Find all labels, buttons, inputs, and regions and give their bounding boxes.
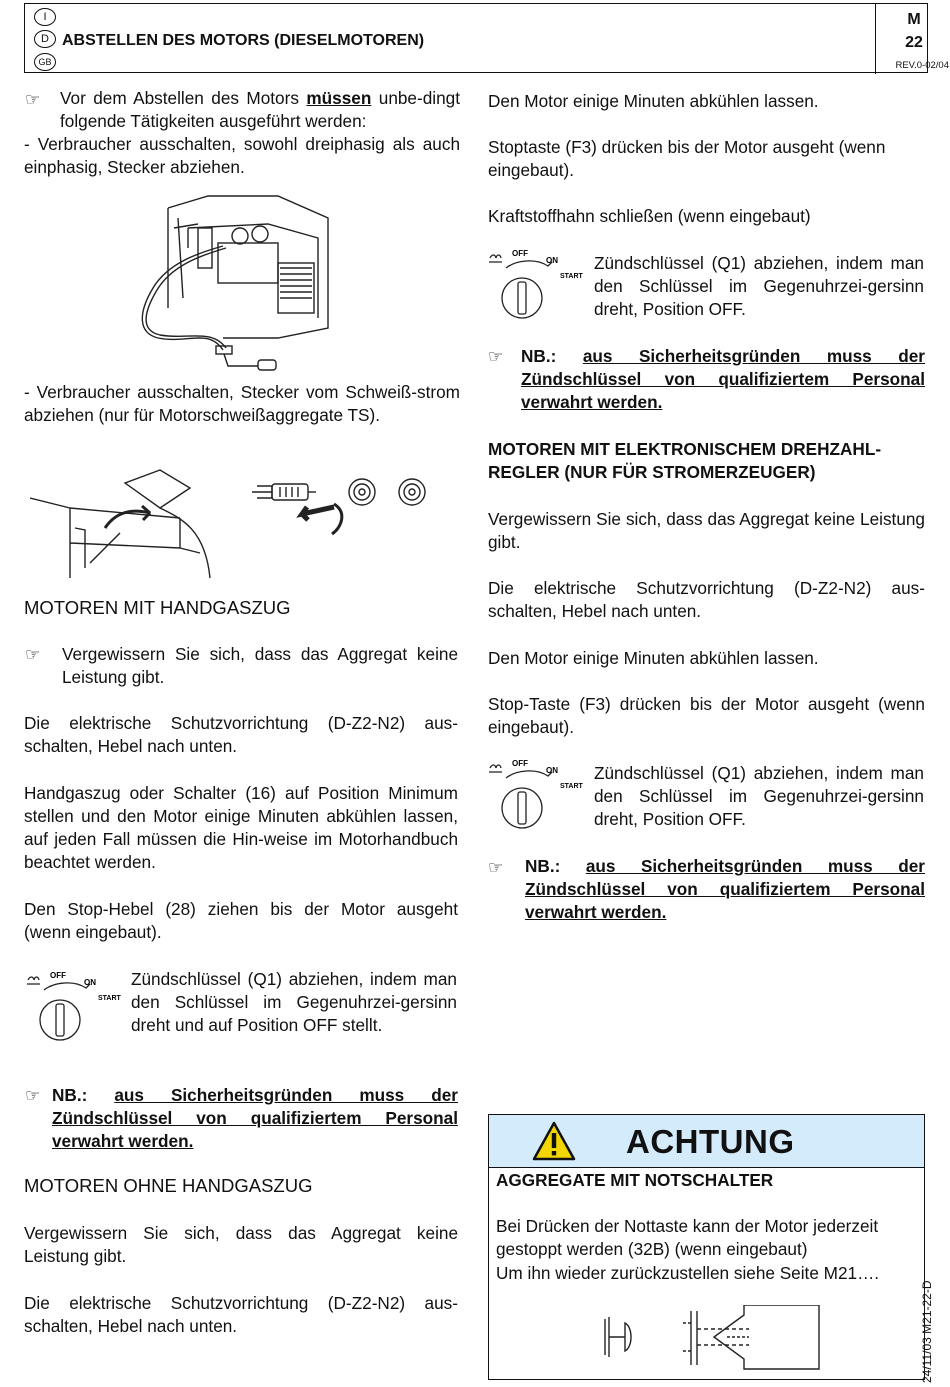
key-paragraph-right: Zündschlüssel (Q1) abziehen, indem man den Schlüssel im Gegenuhrzei-gersinn dreht, Position OFF. <box>594 253 924 319</box>
heading-handgaszug: MOTOREN MIT HANDGASZUG <box>24 597 291 618</box>
hand-pointer-icon: ☞ <box>488 858 504 877</box>
hand-paragraph-4: Den Stop-Hebel (28) ziehen bis der Motor ausgeht (wenn eingebaut). <box>24 899 458 942</box>
key-paragraph-right-2: Zündschlüssel (Q1) abziehen, indem man den Schlüssel im Gegenuhrzei-gersinn dreht, Position OFF. <box>594 763 924 829</box>
elek-paragraph-3: Den Motor einige Minuten abkühlen lassen. <box>488 648 819 668</box>
elek-paragraph-2: Die elektrische Schutzvorrichtung (D-Z2-N2) aus-schalten, Hebel nach unten. <box>488 578 925 621</box>
ohne-paragraph-2: Die elektrische Schutzvorrichtung (D-Z2-N2) aus-schalten, Hebel nach unten. <box>24 1293 458 1336</box>
welding-paragraph: - Verbraucher ausschalten, Stecker vom Schweiß-strom abziehen (nur für Motorschweißaggregate TS). <box>24 382 460 425</box>
achtung-title: ACHTUNG <box>626 1123 795 1160</box>
section-letter: M <box>907 11 921 28</box>
welding-torch-illustration <box>30 468 225 580</box>
revision-label: REV.0-02/04 <box>895 60 949 71</box>
hand-pointer-icon: ☞ <box>25 90 41 109</box>
header-divider <box>875 4 876 74</box>
achtung-box <box>488 1114 925 1380</box>
ignition-key-icon <box>486 246 591 326</box>
hand-pointer-icon: ☞ <box>25 645 41 664</box>
emergency-stop-illustration <box>599 1305 829 1375</box>
ignition-key-icon <box>24 968 129 1048</box>
achtung-body-1: Bei Drücken der Nottaste kann der Motor jederzeit gestoppt werden (32B) (wenn eingebaut) <box>496 1216 879 1259</box>
right-paragraph-3: Kraftstoffhahn schließen (wenn eingebaut) <box>488 206 811 226</box>
page-number: 22 <box>905 34 923 51</box>
intro-paragraph: Vor dem Abstellen des Motors müssen unbe-dingt folgende Tätigkeiten ausgeführt werden: - Verbraucher ausschalten, sowohl dreiphasig als auch einphasig, Stecker abziehen. <box>24 88 460 177</box>
svg-text:ON: ON <box>546 256 558 265</box>
elek-paragraph-1: Vergewissern Sie sich, dass das Aggregat keine Leistung gibt. <box>488 509 925 552</box>
lang-badge-d: D <box>34 30 56 48</box>
page-title: ABSTELLEN DES MOTORS (DIESELMOTOREN) <box>62 32 425 49</box>
svg-text:OFF: OFF <box>512 249 528 258</box>
nb-note-right: NB.: aus Sicherheitsgründen muss der Zündschlüssel von qualifiziertem Personal verwahrt werden. <box>521 346 925 412</box>
hand-paragraph-1: Vergewissern Sie sich, dass das Aggregat keine Leistung gibt. <box>62 644 458 687</box>
nb-note-left: NB.: aus Sicherheitsgründen muss der Zündschlüssel von qualifiziertem Personal verwahrt werden. <box>52 1085 458 1151</box>
ignition-key-icon <box>486 756 591 836</box>
nb-note-right-2: NB.: aus Sicherheitsgründen muss der Zündschlüssel von qualifiziertem Personal verwahrt werden. <box>525 856 925 922</box>
right-paragraph-2: Stoptaste (F3) drücken bis der Motor ausgeht (wenn eingebaut). <box>488 137 886 180</box>
page-header <box>24 3 949 73</box>
plug-socket-illustration <box>252 472 442 542</box>
generator-illustration <box>128 188 348 373</box>
right-paragraph-1: Den Motor einige Minuten abkühlen lassen. <box>488 91 819 111</box>
lang-badge-i: I <box>34 8 56 26</box>
svg-text:OFF: OFF <box>512 759 528 768</box>
achtung-body-2: Um ihn wieder zurückzustellen siehe Seite M21…. <box>496 1263 880 1283</box>
heading-elektronisch: MOTOREN MIT ELEKTRONISCHEM DREHZAHL-REGLER (NUR FÜR STROMERZEUGER) <box>488 439 882 482</box>
warning-triangle-icon <box>531 1120 577 1162</box>
svg-text:OFF: OFF <box>50 971 66 980</box>
achtung-band <box>489 1115 924 1168</box>
ohne-paragraph-1: Vergewissern Sie sich, dass das Aggregat keine Leistung gibt. <box>24 1223 458 1266</box>
svg-text:ON: ON <box>546 766 558 775</box>
key-paragraph-left: Zündschlüssel (Q1) abziehen, indem man den Schlüssel im Gegenuhrzei-gersinn dreht und auf Position OFF stellt. <box>131 969 457 1035</box>
hand-pointer-icon: ☞ <box>25 1086 41 1105</box>
hand-paragraph-2: Die elektrische Schutzvorrichtung (D-Z2-N2) aus-schalten, Hebel nach unten. <box>24 713 458 756</box>
hand-pointer-icon: ☞ <box>488 347 504 366</box>
achtung-subtitle: AGGREGATE MIT NOTSCHALTER <box>496 1170 774 1190</box>
hand-paragraph-3: Handgaszug oder Schalter (16) auf Position Minimum stellen und den Motor einige Minuten abkühlen lassen, auf jeden Fall müssen die Hin-weise im Motorhandbuch beachtet werden. <box>24 783 458 872</box>
heading-ohne-handgaszug: MOTOREN OHNE HANDGASZUG <box>24 1175 313 1196</box>
document-code: 24/11/03 M21-22-D <box>920 1280 934 1383</box>
svg-text:START: START <box>560 273 583 280</box>
svg-text:START: START <box>98 995 121 1002</box>
lang-badge-gb: GB <box>34 53 56 71</box>
svg-text:ON: ON <box>84 978 96 987</box>
svg-text:START: START <box>560 783 583 790</box>
elek-paragraph-4: Stop-Taste (F3) drücken bis der Motor ausgeht (wenn eingebaut). <box>488 694 925 737</box>
